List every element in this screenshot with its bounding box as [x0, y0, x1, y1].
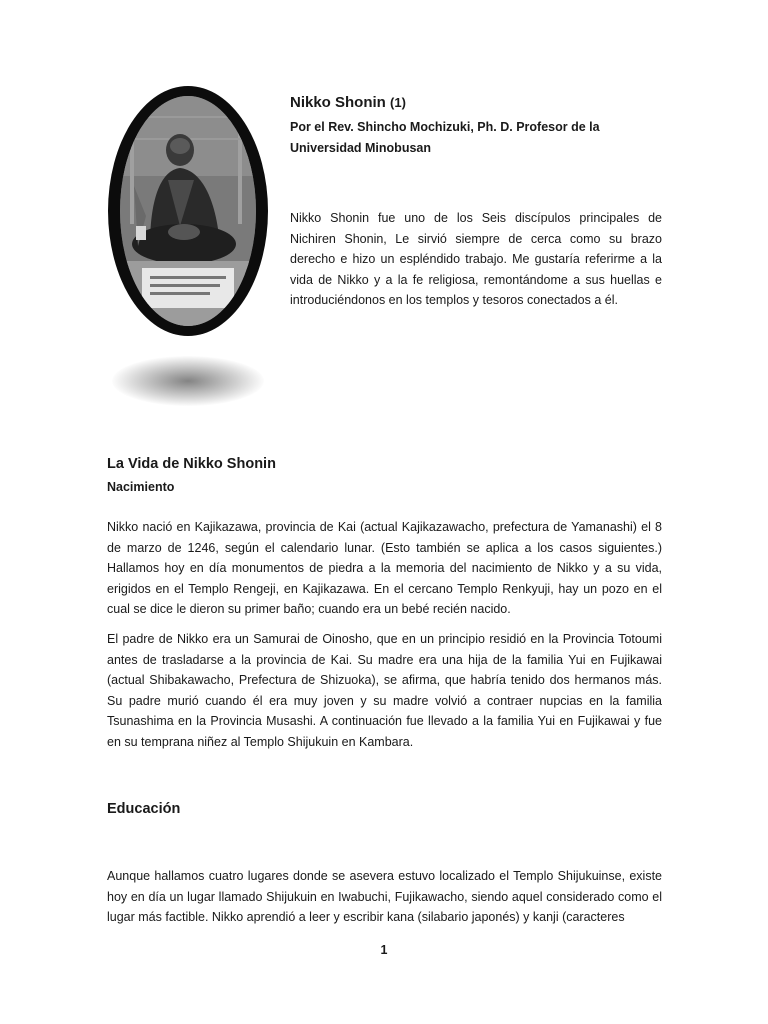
portrait-image: [108, 86, 268, 336]
article-title-text: Nikko Shonin: [290, 94, 386, 111]
portrait-photo: [120, 96, 256, 326]
intro-paragraph: Nikko Shonin fue uno de los Seis discípulos principales de Nichiren Shonin, Le sirvió siempre de cerca como su brazo derecho e hizo un espléndido trabajo. Me gustaría referirme a la vida de Nikko y a la fe religiosa, remontándome a sus huellas e introduciéndonos en los templos y tesoros conectados a él.: [290, 211, 662, 307]
author-byline: Por el Rev. Shincho Mochizuki, Ph. D. Profesor de la Universidad Minobusan: [290, 120, 600, 155]
footnote-marker: (1): [390, 95, 406, 110]
seated-monk-figure: [120, 96, 256, 326]
subheading-birth: Nacimiento: [107, 480, 175, 494]
section-heading-life: La Vida de Nikko Shonin: [107, 456, 276, 472]
paragraph-birth: Nikko nació en Kajikazawa, provincia de Kai (actual Kajikazawacho, prefectura de Yamanashi) el 8 de marzo de 1246, según el calendario lunar. (Esto también se aplica a los casos siguientes.) Hallamos hoy en día monumentos de piedra a la memoria del nacimiento de Nikko y a su vida, erigidos en el Templo Rengeji, en Kajikazawa. En el cercano Templo Renkyuji, hay un pozo en el cual se dice le dieron su primer baño; cuando era un bebé recién nacido.: [107, 520, 662, 616]
portrait-shadow: [112, 356, 264, 406]
page-number: 1: [380, 943, 388, 957]
section-heading-education: Educación: [107, 801, 181, 817]
paragraph-education: Aunque hallamos cuatro lugares donde se asevera estuvo localizado el Templo Shijukuinse, existe hoy en día un lugar llamado Shijukuin en Iwabuchi, Fujikawacho, siendo aquel considerado como el lugar más factible. Nikko aprendió a leer y escribir kana (silabario japonés) y kanji (caracteres: [107, 869, 662, 924]
article-title: [290, 94, 406, 111]
paragraph-family: El padre de Nikko era un Samurai de Oinosho, que en un principio residió en la Provincia Totoumi antes de trasladarse a la provincia de Kai. Su madre era una hija de la familia Yui en Fujikawai (actual Shibakawacho, Prefectura de Shizuoka), se afirma, que habría tenido dos hermanos más. Su padre murió cuando él era muy joven y su madre volvió a contraer nupcias en la familia Tsunashima en la Provincia Musashi. A continuación fue llevado a la familia Yui en Fujikawai y fue en su temprana niñez al Templo Shijukuin en Kambara.: [107, 632, 662, 749]
